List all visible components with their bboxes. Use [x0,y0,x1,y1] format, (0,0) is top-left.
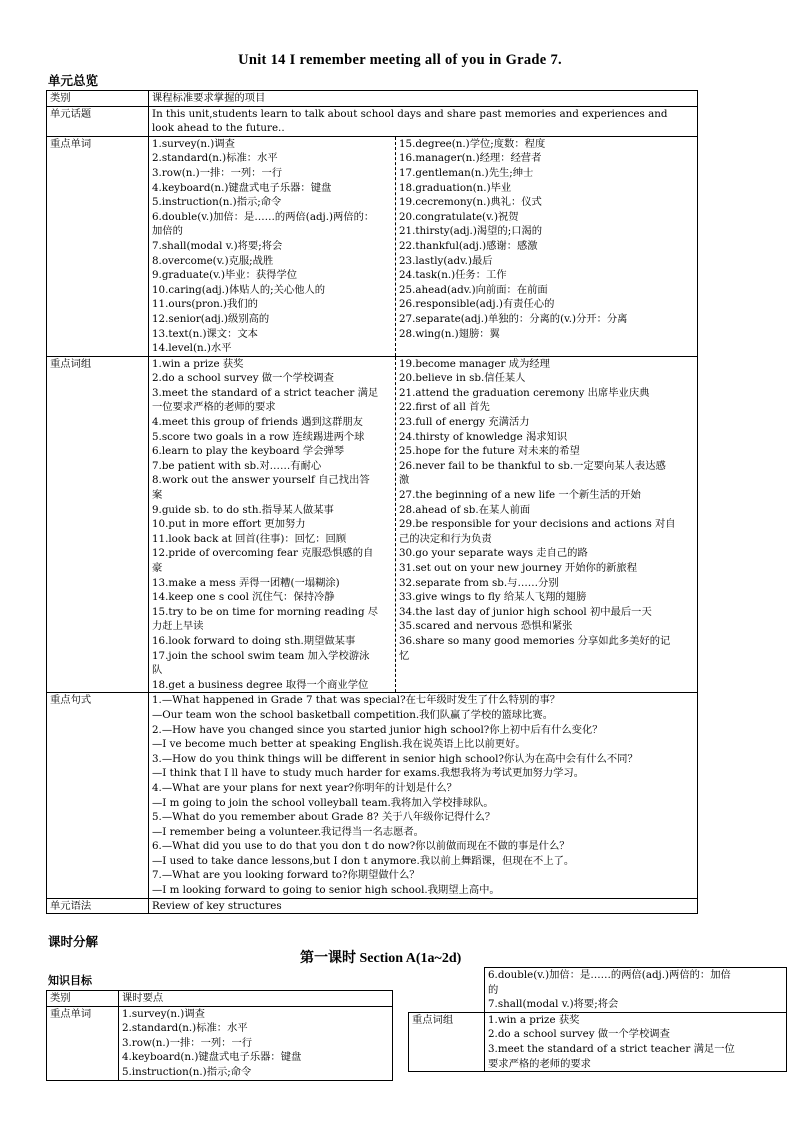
key-phrase-item: 13.make a mess 弄得一团糟(一塌糊涂) [152,576,340,589]
key-word-item: 22.thankful(adj.)感谢：感激 [399,239,538,252]
key-phrase-item: 28.ahead of sb.在某人前面 [399,503,531,516]
key-phrase-item: 18.get a business degree 取得一个商业学位 [152,678,369,691]
key-phrase-item: 34.the last day of junior high school 初中最后一天 [399,605,652,618]
key-phrase-item: 9.guide sb. to do sth.指导某人做某事 [152,503,334,516]
empty-label-cell [409,968,485,1013]
key-sentence-line: 1.—What happened in Grade 7 that was special?在七年级时发生了什么特别的事？ [152,694,561,707]
key-word-item: 7.shall(modal v.)将要;将会 [152,239,283,252]
lesson-word-item: 3.row(n.)一排：一列：一行 [122,1036,253,1049]
topic-label: 单元话题 [47,106,149,136]
key-phrase-item: 队 [152,664,163,677]
document-title: Unit 14 I remember meeting all of you in Grade 7. [238,52,562,68]
key-phrase-item: 17.join the school swim team 加入学校游泳 [152,649,370,662]
key-sentence-line: 4.—What are your plans for next year?你明年的计划是什么？ [152,781,457,794]
key-word-item: 27.separate(adj.)单独的：分离的(v.)分开：分离 [399,312,628,325]
key-word-item: 6.double(v.)加倍：是……的两倍(adj.)两倍的： [152,210,375,223]
key-word-item: 28.wing(n.)翅膀：翼 [399,327,500,340]
key-word-item: 2.standard(n.)标准：水平 [152,152,278,165]
key-sentence-line: —I m looking forward to going to senior high school.我期望上高中。 [152,884,500,897]
key-sentence-line: —I ve become much better at speaking English.我在说英语上比以前更好。 [152,738,526,751]
topic-content [149,106,698,136]
key-phrase-item: 己的决定和行为负责 [399,532,492,545]
key-word-item: 24.task(n.)任务：工作 [399,269,507,282]
lesson-phrase-item: 1.win a prize 获奖 [488,1013,580,1026]
key-word-item: 3.row(n.)一排：一列：一行 [152,166,283,179]
key-word-item: 4.keyboard(n.)键盘式电子乐器：键盘 [152,181,332,194]
key-word-item: 13.text(n.)课文：文本 [152,327,258,340]
key-word-item: 18.graduation(n.)毕业 [399,181,512,194]
continued-words-row [409,968,787,1013]
key-sentence-line: —I remember being a volunteer.我记得当一名志愿者。 [152,825,424,838]
key-phrase-item: 力赶上早读 [152,620,204,633]
key-word-item: 16.manager(n.)经理：经营者 [399,152,542,165]
key-phrase-item: 12.pride of overcoming fear 克服恐惧感的自 [152,547,374,560]
key-phrase-item: 36.share so many good memories 分享如此多美好的记 [399,634,671,647]
lesson-points-table-continued [408,967,787,1072]
key-word-item: 14.level(n.)水平 [152,342,232,355]
key-word-item: 1.survey(n.)调查 [152,137,235,150]
lesson-phrase-item: 3.meet the standard of a strict teacher 满足一位 [488,1042,735,1055]
key-phrase-item: 31.set out on your new journey 开始你的新旅程 [399,562,638,574]
key-word-item: 5.instruction(n.)指示;命令 [152,196,282,209]
key-sentence-line: —I think that I ll have to study much harder for exams.我想我将为考试更加努力学习。 [152,767,585,780]
key-word-item: 26.responsible(adj.)有责任心的 [399,298,555,311]
key-word-item: 9.graduate(v.)毕业：获得学位 [152,269,298,282]
key-phrase-item: 25.hope for the future 对未来的希望 [399,445,580,458]
lesson-title: 第一课时 Section A(1a~2d) [300,951,462,966]
lesson-phrase-item: 要求严格的老师的要求 [488,1057,591,1070]
key-phrases-left-column [149,356,396,693]
lesson-word-item: 5.instruction(n.)指示;命令 [122,1065,252,1078]
key-sentence-line: 2.—How have you changed since you started junior high school?你上初中后有什么变化？ [152,723,603,736]
lesson-word-item: 1.survey(n.)调查 [122,1007,205,1020]
header-category: 类别 [47,91,149,107]
lesson-phrase-item: 2.do a school survey 做一个学校调查 [488,1028,670,1041]
key-word-item: 20.congratulate(v.)祝贺 [399,210,519,223]
key-word-item: 17.gentleman(n.)先生;绅士 [399,166,534,179]
key-word-item: 15.degree(n.)学位;度数：程度 [399,137,546,150]
key-phrase-item: 16.look forward to doing sth.期望做某事 [152,634,356,647]
key-word-item: 21.thirsty(adj.)渴望的;口渴的 [399,225,543,238]
grammar-row [47,898,698,914]
key-phrase-item: 30.go your separate ways 走自己的路 [399,547,588,560]
lesson-phrases-content [485,1012,787,1071]
key-phrase-item: 5.score two goals in a row 连续踢进两个球 [152,430,365,443]
key-phrase-item: 35.scared and nervous 恐惧和紧张 [399,620,573,633]
key-phrase-item: 29.be responsible for your decisions and actions 对自 [399,518,676,531]
lesson-phrases-row [409,1012,787,1071]
key-words-left-column [149,136,396,356]
key-phrase-item: 33.give wings to fly 给某人飞翔的翅膀 [399,591,587,604]
key-word-item: 23.lastly(adv.)最后 [399,254,493,267]
lesson-words-row [47,1006,393,1080]
key-phrase-item: 14.keep one s cool 沉住气：保持冷静 [152,591,335,604]
key-phrase-item: 豪 [152,562,163,574]
grammar-label: 单元语法 [47,898,149,914]
header-lesson-points: 课时要点 [119,991,393,1007]
key-phrase-item: 19.become manager 成为经理 [399,357,550,370]
lesson-word-item: 4.keyboard(n.)键盘式电子乐器：键盘 [122,1051,302,1064]
lesson-words-content [119,1006,393,1080]
key-sentence-line: 3.—How do you think things will be different in senior high school?你认为在高中会有什么不同？ [152,752,638,765]
key-words-right-column [396,136,698,356]
section-lesson-breakdown: 课时分解 [48,934,99,949]
key-phrases-row [47,356,698,693]
lesson-word-item: 7.shall(modal v.)将要;将会 [488,998,619,1011]
key-phrase-item: 4.meet this group of friends 遇到这群朋友 [152,416,363,429]
key-phrase-item: 23.full of energy 充满活力 [399,416,530,429]
key-sentence-line: —I m going to join the school volleyball team.我将加入学校排球队。 [152,796,494,809]
knowledge-goal-heading: 知识目标 [48,974,92,987]
key-phrase-item: 1.win a prize 获奖 [152,357,244,370]
key-phrase-item: 7.be patient with sb.对……有耐心 [152,459,322,472]
key-sentence-line: —Our team won the school basketball competition.我们队赢了学校的篮球比赛。 [152,708,553,721]
header-requirements: 课程标准要求掌握的项目 [149,91,698,107]
key-sentence-line: 7.—What are you looking forward to?你期望做什么？ [152,869,420,882]
key-word-item: 加倍的 [152,225,183,238]
lesson-word-item: 2.standard(n.)标准：水平 [122,1022,248,1035]
key-phrase-item: 2.do a school survey 做一个学校调查 [152,372,334,385]
key-sentences-row [47,693,698,898]
key-words-label: 重点单词 [47,136,149,356]
lesson-phrases-label: 重点词组 [409,1012,485,1071]
key-phrase-item: 32.separate from sb.与……分别 [399,576,559,589]
key-phrase-item: 11.look back at 回首(往事)：回忆：回顾 [152,532,347,545]
key-sentences-content [149,693,698,898]
key-phrase-item: 激 [399,474,410,487]
key-word-item: 25.ahead(adv.)向前面：在前面 [399,283,548,296]
lesson-word-item: 6.double(v.)加倍：是……的两倍(adj.)两倍的：加倍 [488,969,731,981]
key-phrase-item: 21.attend the graduation ceremony 出席毕业庆典 [399,386,650,399]
key-phrase-item: 6.learn to play the keyboard 学会弹琴 [152,445,345,458]
key-phrases-label: 重点词组 [47,356,149,693]
key-sentence-line: 6.—What did you use to do that you don t do now?你以前做而现在不做的事是什么？ [152,840,570,853]
section-unit-overview: 单元总览 [48,73,99,88]
key-phrase-item: 20.believe in sb.信任某人 [399,372,526,385]
table-header-row [47,991,393,1007]
key-phrase-item: 22.first of all 首先 [399,401,490,414]
lesson-word-item: 的 [488,983,499,996]
key-phrase-item: 忆 [399,649,410,662]
key-words-row [47,136,698,356]
key-word-item: 12.senior(adj.)级别高的 [152,312,270,325]
key-word-item: 11.ours(pron.)我们的 [152,298,258,311]
key-phrase-item: 24.thirsty of knowledge 渴求知识 [399,430,568,443]
lesson-words-label: 重点单词 [47,1006,119,1080]
continued-words-content [485,968,787,1013]
header-category: 类别 [47,991,119,1007]
key-phrase-item: 3.meet the standard of a strict teacher 满足 [152,386,379,399]
unit-overview-table [46,90,698,914]
key-phrase-item: 26.never fail to be thankful to sb.一定要向某人表达感 [399,459,666,472]
key-phrase-item: 10.put in more effort 更加努力 [152,518,306,531]
grammar-content: Review of key structures [149,898,698,914]
key-sentences-label: 重点句式 [47,693,149,898]
topic-line: look ahead to the future.. [152,122,285,135]
key-word-item: 19.cecremony(n.)典礼：仪式 [399,196,542,209]
key-phrase-item: 8.work out the answer yourself 自己找出答 [152,474,370,487]
key-sentence-line: —I used to take dance lessons,but I don t anymore.我以前上舞蹈课，但现在不上了。 [152,854,575,867]
key-word-item: 10.caring(adj.)体贴人的;关心他人的 [152,283,326,296]
key-phrase-item: 一位要求严格的老师的要求 [152,401,276,414]
key-phrases-right-column [396,356,698,693]
table-header-row [47,91,698,107]
topic-row [47,106,698,136]
key-word-item: 8.overcome(v.)克服;战胜 [152,254,274,267]
key-phrase-item: 15.try to be on time for morning reading 尽 [152,605,379,618]
topic-line: In this unit,students learn to talk about school days and share past memories and experiences and [152,107,668,120]
lesson-points-table [46,990,393,1081]
key-phrase-item: 案 [152,489,163,502]
key-sentence-line: 5.—What do you remember about Grade 8? 关于八年级你记得什么？ [152,811,496,824]
key-phrase-item: 27.the beginning of a new life 一个新生活的开始 [399,489,641,502]
